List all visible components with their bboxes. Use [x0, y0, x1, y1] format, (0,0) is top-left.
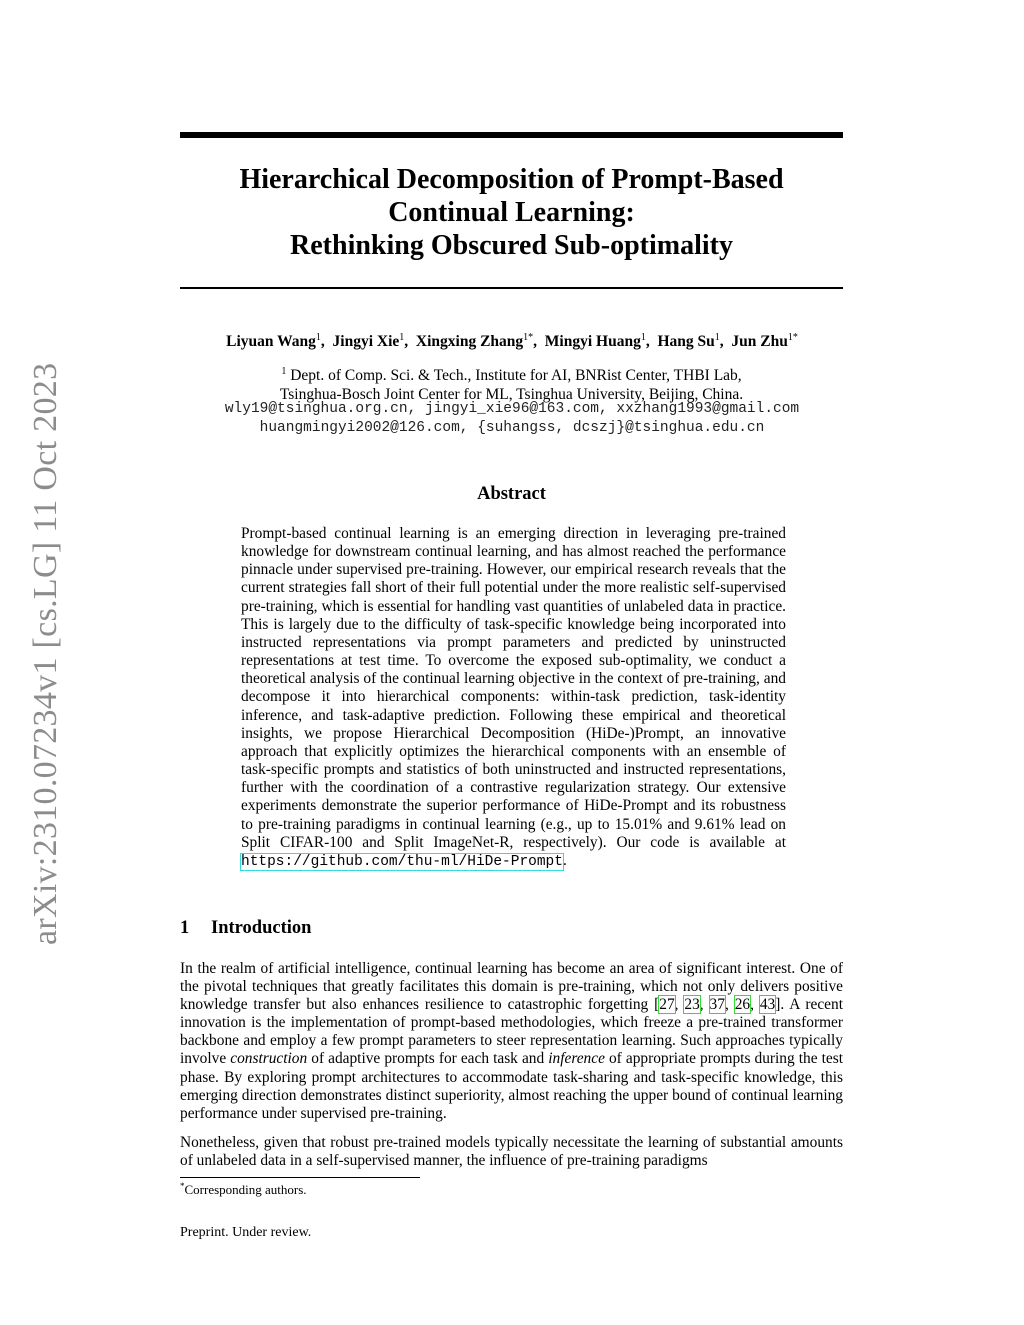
citation-link[interactable]: 43	[759, 996, 776, 1014]
footnote-text: Corresponding authors.	[184, 1182, 307, 1197]
affiliation	[180, 362, 843, 404]
citation-link[interactable]: 27	[659, 996, 675, 1014]
email-line-1: wly19@tsinghua.org.cn, jingyi_xie96@163.com, xxzhang1993@gmail.com	[224, 401, 800, 417]
title-bottom-rule	[180, 287, 843, 289]
title-top-rule	[180, 132, 843, 138]
author-name: Liyuan Wang	[226, 333, 316, 350]
abstract-text: Prompt-based continual learning is an emerging direction in leveraging pre-trained knowledge for downstream continual learning, and has almost reached the performance pinnacle under supervised pre-training. However, our empirical research reveals that the current strategies fall short of their full potential under the more realistic self-supervised pre-training, which is essential for handling vast quantities of unlabeled data in practice. This is largely due to the difficulty of task-specific knowledge being incorporated into instructed representations via prompt parameters and predicted by uninstructed representations at test time. To overcome the exposed sub-optimality, we conduct a theoretical analysis of the continual learning objective in the context of pre-training, and decompose it into hierarchical components: within-task prediction, task-identity inference, and task-adaptive prediction. Following these empirical and theoretical insights, we propose Hierarchical Decomposition (HiDe-)Prompt, an innovative approach that explicitly optimizes the hierarchical components with an ensemble of task-specific prompts and statistics of both uninstructed and instructed representations, further with the coordination of a contrastive regularization strategy. Our extensive experiments demonstrate the superior performance of HiDe-Prompt and its robustness to pre-training paradigms in continual learning (e.g., up to 15.01% and 9.61% lead on Split CIFAR-100 and Split ImageNet-R, respectively). Our code is available at https://github.com/thu-ml/HiDe-Prompt.	[241, 525, 786, 870]
author-mark: 1	[399, 332, 405, 343]
author-emails	[150, 400, 874, 438]
intro-paragraph-1: In the realm of artificial intelligence, continual learning has become an area of significant interest. One of the pivotal techniques that greatly facilitates this domain is pre-training, which not only delivers positive knowledge transfer but also enhances resilience to catastrophic forgetting [27, 23, 37, 26, 43]. A recent innovation is the implementation of prompt-based methodologies, which freeze a pre-trained transformer backbone and employ a few prompt parameters to steer representation learning. Such approaches typically involve construction of adaptive prompts for each task and inference of appropriate prompts during the test phase. By exploring prompt architectures to accommodate task-sharing and task-specific knowledge, this emerging direction demonstrates distinct superiority, almost reaching the upper bound of continual learning performance under supervised pre-training.	[180, 960, 843, 1122]
citation-link[interactable]: 23	[684, 996, 700, 1014]
author-name: Xingxing Zhang	[415, 333, 524, 350]
intro-paragraph-2: Nonetheless, given that robust pre-trained models typically necessitate the learning of substantial amounts of unlabeled data in a self-supervised manner, the influence of pre-training paradigms	[180, 1134, 843, 1170]
title-line-1: Hierarchical Decomposition of Prompt-Based	[239, 164, 784, 195]
arxiv-identifier: arXiv:2310.07234v1 [cs.LG] 11 Oct 2023	[27, 362, 64, 945]
affiliation-line-2: Tsinghua-Bosch Joint Center for ML, Tsinghua University, Beijing, China.	[279, 386, 744, 403]
citation-link[interactable]: 26	[734, 996, 751, 1014]
section-title: Introduction	[211, 918, 312, 938]
emphasis-term: inference	[548, 1050, 605, 1068]
footnote	[180, 1181, 307, 1198]
affiliation-mark: 1	[281, 366, 287, 377]
preprint-note: Preprint. Under review.	[180, 1225, 312, 1240]
author-mark: 1	[315, 332, 321, 343]
author-mark: 1	[714, 332, 720, 343]
code-repository-link[interactable]: https://github.com/thu-ml/HiDe-Prompt	[241, 853, 563, 870]
section-number: 1	[180, 918, 190, 938]
footnote-mark: *	[180, 1181, 185, 1191]
email-line-2: huangmingyi2002@126.com, {suhangss, dcszj}@tsinghua.edu.cn	[259, 420, 765, 436]
abstract-heading: Abstract	[477, 484, 546, 504]
title-line-3: Rethinking Obscured Sub-optimality	[290, 230, 733, 261]
author-mark: 1*	[787, 332, 798, 343]
paper-title	[180, 163, 843, 262]
author-name: Hang Su	[657, 333, 715, 350]
footnote-rule	[180, 1177, 420, 1178]
title-line-2: Continual Learning:	[388, 197, 635, 228]
citation-link[interactable]: 37	[709, 996, 725, 1014]
affiliation-line-1: Dept. of Comp. Sci. & Tech., Institute for AI, BNRist Center, THBI Lab,	[290, 367, 742, 384]
author-mark: 1	[640, 332, 646, 343]
author-name: Jingyi Xie	[332, 333, 400, 350]
emphasis-term: construction	[230, 1050, 308, 1068]
section-heading-introduction	[180, 918, 311, 939]
author-name: Mingyi Huang	[544, 333, 641, 350]
abstract-body: Prompt-based continual learning is an emerging direction in leveraging pre-trained knowledge for downstream continual learning, and has almost reached the performance pinnacle under supervised pre-training. However, our empirical research reveals that the current strategies fall short of their full potential under the more realistic self-supervised pre-training, which is essential for handling vast quantities of unlabeled data in practice. This is largely due to the difficulty of task-specific knowledge being incorporated into instructed representations via prompt parameters and predicted by uninstructed representations at test time. To overcome the exposed sub-optimality, we conduct a theoretical analysis of the continual learning objective in the context of pre-training, and decompose it into hierarchical components: within-task prediction, task-identity inference, and task-adaptive prediction. Following these empirical and theoretical insights, we propose Hierarchical Decomposition (HiDe-)Prompt, an innovative approach that explicitly optimizes the hierarchical components with an ensemble of task-specific prompts and statistics of both uninstructed and instructed representations, further with the coordination of a contrastive regularization strategy. Our extensive experiments demonstrate the superior performance of HiDe-Prompt and its robustness to pre-training paradigms in continual learning (e.g., up to 15.01% and 9.61% lead on Split CIFAR-100 and Split ImageNet-R, respectively). Our code is available at	[241, 525, 786, 851]
author-list: Liyuan Wang$^1$, Jingyi Xie$^1$, Xingxing Zhang$^{1*}$, Mingyi Huang$^1$, Hang Su$^1$, Jun Zhu$^{1*}$	[226, 332, 798, 350]
author-name: Jun Zhu	[731, 333, 788, 350]
author-mark: 1*	[523, 332, 534, 343]
